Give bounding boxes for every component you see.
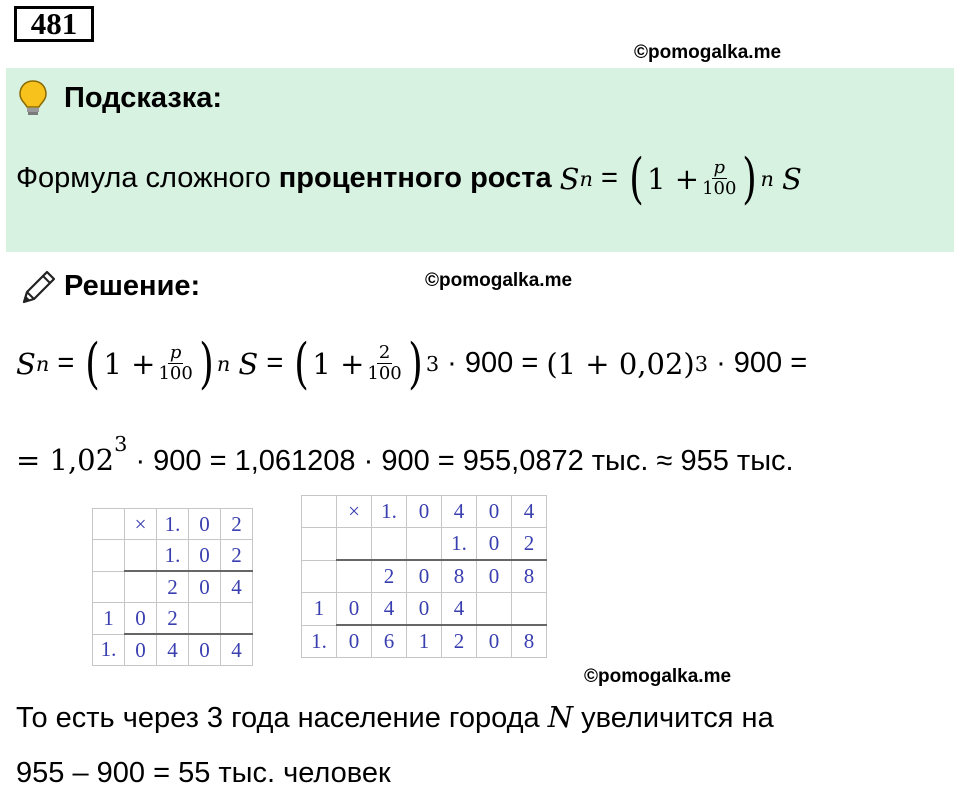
table-cell: 2 [157,571,189,603]
paren-right: ) [742,146,758,210]
s-subscript: n [35,351,50,376]
table-cell: 2 [372,560,407,593]
lightbulb-icon [16,78,50,118]
table-cell: 6 [372,625,407,658]
frac-p-den: 100 [158,363,193,384]
table-cell: 8 [442,560,477,593]
end-expr: · 900 = [716,347,808,379]
exp-3c: 3 [114,432,128,456]
table-row [93,634,253,666]
table-cell: 1. [93,634,125,666]
watermark: ©pomogalka.me [634,42,782,63]
frac-p-num: p [169,342,182,363]
table-cell: 4 [221,634,253,666]
table-cell: 2 [442,625,477,658]
table-cell [407,528,442,561]
table-row [93,571,253,603]
table-cell: 4 [157,634,189,666]
hint-text: Формула сложного [16,162,271,194]
multiplication-table-1 [92,508,253,666]
fraction-num: p [713,157,726,178]
table-cell: 0 [407,593,442,626]
conclusion-start: То есть через 3 года население города [16,702,540,734]
table-cell: 4 [221,571,253,603]
solution-title: Решение: [64,270,201,302]
fraction [702,158,736,199]
paren-left: ( [294,331,310,395]
table-cell: 1. [442,528,477,561]
one-plus-2: 1 + [312,346,365,381]
formula-eq: = [601,162,618,194]
solution-line-2 [16,432,794,478]
table-cell: 2 [512,528,547,561]
table-cell: 1. [372,496,407,528]
multiplication-table-2 [301,495,547,658]
table-cell: 0 [407,560,442,593]
table-cell [372,528,407,561]
table-cell [189,603,221,635]
table-cell: 0 [477,625,512,658]
frac-2-den: 100 [367,363,402,384]
n-symbol: N [547,700,574,734]
conclusion-line-1 [16,700,774,735]
formula-sub-n: n [579,166,593,191]
table-cell: 4 [442,496,477,528]
s-symbol: S [16,346,36,381]
solution-line-1 [16,331,808,395]
exp-3: 3 [425,351,440,376]
table-row [93,603,253,635]
table-cell: 1. [157,540,189,572]
table-cell [125,540,157,572]
watermark-3: ©pomogalka.me [584,666,732,687]
conclusion-line-2: 955 – 900 = 55 тыс. человек [16,757,391,789]
paren-right: ) [198,331,214,395]
table-cell: 0 [477,528,512,561]
table-cell: 0 [337,593,372,626]
paren-left: ( [629,146,644,210]
table-cell [125,571,157,603]
table-row [93,540,253,572]
rest-expr: · 900 = 1,061208 · 900 = 955,0872 тыс. ≈ 955 тыс. [135,444,794,477]
fraction-2 [367,343,401,384]
table-row [302,625,547,658]
table-cell [93,509,125,540]
table-cell: 0 [189,509,221,540]
table-cell: 1 [93,603,125,635]
times-900: · 900 = [447,347,539,379]
table-row [302,593,547,626]
table-row [302,528,547,561]
s-symbol-2: S [238,346,259,381]
conclusion-end: увеличится на [581,702,774,734]
table-cell: 4 [442,593,477,626]
pencil-icon [18,268,58,308]
formula-s: S [559,161,580,196]
hint-title: Подсказка: [64,82,223,114]
exp-n: n [216,351,231,376]
table-cell: 0 [125,634,157,666]
table-cell: 2 [157,603,189,635]
table-cell: 0 [125,603,157,635]
table-cell: 0 [189,571,221,603]
table-cell [93,540,125,572]
table-cell: 2 [221,540,253,572]
table-cell: 1 [302,593,337,626]
table-cell: 0 [477,560,512,593]
fraction-p [158,343,192,384]
table-cell [302,496,337,528]
table-cell: 8 [512,560,547,593]
eq-1: = [57,347,75,379]
table-cell: × [125,509,157,540]
table-cell [337,528,372,561]
table-cell: 0 [477,496,512,528]
table-cell [512,593,547,626]
base-102: = 1,02 [16,442,115,477]
table-cell: 0 [407,496,442,528]
watermark-2: ©pomogalka.me [425,270,573,291]
one-plus-1: 1 + [103,346,156,381]
table-cell [337,560,372,593]
table-cell: 1. [302,625,337,658]
middle-expr: (1 + 0,02) [546,346,695,381]
hint-bold-text: процентного роста [278,162,552,194]
formula-one-plus: 1 + [647,161,700,196]
table-cell [477,593,512,626]
frac-2-num: 2 [378,342,391,363]
formula-exp-n: n [760,166,774,191]
table-cell: 0 [189,634,221,666]
table-cell: 4 [512,496,547,528]
table-cell: 1 [407,625,442,658]
table-cell [302,528,337,561]
fraction-den: 100 [702,178,737,199]
table-row [93,509,253,540]
paren-right: ) [407,331,423,395]
exp-3b: 3 [694,351,709,376]
table-cell: × [337,496,372,528]
hint-formula-line [16,146,802,210]
table-cell [221,603,253,635]
table-row [302,560,547,593]
table-cell: 2 [221,509,253,540]
table-cell: 8 [512,625,547,658]
table-cell: 0 [189,540,221,572]
paren-left: ( [85,331,101,395]
table-cell: 1. [157,509,189,540]
formula-s2: S [782,161,802,196]
problem-number: 481 [14,6,94,42]
table-row [302,496,547,528]
table-cell: 0 [337,625,372,658]
table-cell: 4 [372,593,407,626]
table-cell [93,571,125,603]
table-cell [302,560,337,593]
eq-2: = [266,347,284,379]
